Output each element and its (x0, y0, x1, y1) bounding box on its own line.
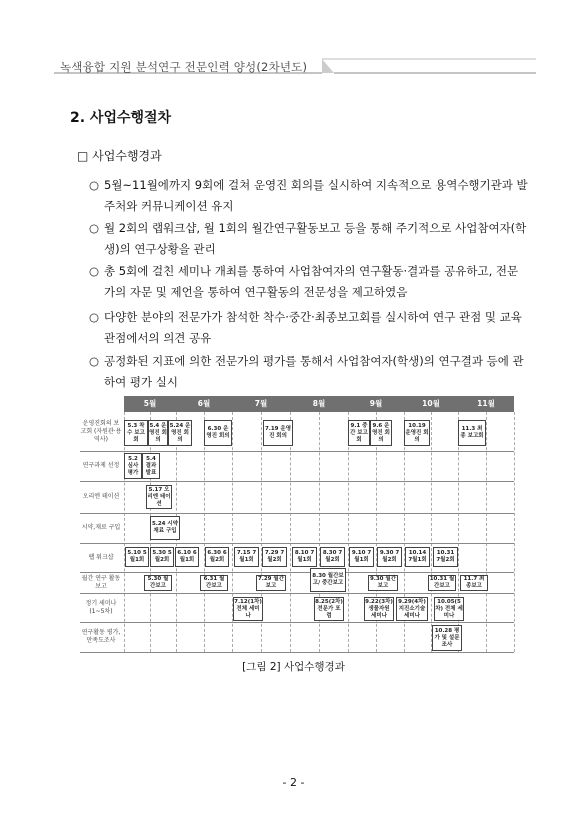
event-box: 10.14 7월1회 (405, 547, 430, 567)
row-label: 운영진회의 보고회 (자원관·용역사) (80, 420, 122, 443)
event-box: 5.4 결과 발표 (142, 453, 160, 479)
event-box: 5.2 심사 평가 (124, 453, 142, 479)
event-box: 8.30 월간보고/ 중간보고 (310, 568, 346, 592)
bullet-text: 공정화된 지표에 의한 전문가의 평가를 통해서 사업참여자(학생)의 연구결과 등에 관하여 평가 실시 (104, 354, 524, 389)
running-header: 녹색융합 지원 분석연구 전문인력 양성(2차년도) (60, 60, 308, 74)
row-label: 정기 세미나 (1~5차) (85, 599, 117, 615)
month-label: 9월 (369, 399, 383, 408)
event-box: 7.19 운영진 회의 (263, 420, 293, 446)
event-box: 9.22(3차) 생물자원 세미나 (364, 597, 394, 621)
circle-bullet-icon: ○ (89, 178, 100, 192)
event-box: 6.30 운영진 회의 (204, 420, 232, 446)
month-label: 5월 (143, 399, 157, 408)
event-box: 6.31 월간보고 (200, 575, 228, 591)
event-box: 8.30 7월2회 (320, 547, 345, 567)
circle-bullet-icon: ○ (89, 264, 100, 278)
subsection-label: 사업수행경과 (92, 149, 162, 163)
section-title: 2. 사업수행절차 (70, 110, 172, 126)
event-box: 10.19 운영진 회의 (404, 420, 430, 446)
event-box: 5.24 시약재료 구입 (150, 516, 180, 540)
row-label: 랩 워크샵 (88, 553, 114, 561)
event-box: 7.29 월간보고 (257, 576, 285, 589)
event-box: 5.24 운영진 회의 (168, 420, 192, 446)
bullet-text: 다양한 분야의 전문가가 참석한 착수·중간·최종보고회를 실시하여 연구 관점 및 교육관점에서의 의견 공유 (104, 310, 522, 345)
bullet-text: 5월~11월에까지 9회에 걸쳐 운영진 회의를 실시하여 지속적으로 용역수행기관과 발주처와 커뮤니케이션 유지 (104, 178, 528, 213)
event-box: 10.31 7월2회 (433, 547, 458, 567)
event-box: 9.30 7월2회 (377, 547, 402, 567)
event-box: 10.31 월간보고 (429, 576, 455, 589)
event-box: 11.3 최종 보고회 (458, 420, 486, 446)
event-box: 9.10 7월1회 (349, 547, 374, 567)
event-box: 7.29 7월2회 (262, 547, 287, 567)
month-label: 6월 (197, 399, 211, 408)
event-box: 5.4 운영진 회의 (148, 420, 168, 446)
checkbox-square-icon: □ (77, 149, 89, 163)
month-label: 11월 (477, 399, 495, 408)
figure-caption: [그림 2] 사업수행경과 (242, 661, 345, 673)
bullet-text: 총 5회에 걸친 세미나 개최를 통하여 사업참여자의 연구활동·결과를 공유하고, 전문가의 자문 및 제언을 통하여 연구활동의 전문성을 제고하였음 (104, 264, 519, 299)
event-box: 9.1 중간 보고회 (348, 420, 370, 446)
event-box: 9.6 운영진 회의 (370, 420, 392, 446)
event-box: 6.30 6월2회 (205, 547, 229, 567)
event-box: 7.12(1차) 전체 세미나 (233, 597, 263, 621)
event-box: 8.10 7월1회 (292, 547, 317, 567)
circle-bullet-icon: ○ (89, 310, 100, 324)
event-box: 11.7 최종보고 (460, 575, 488, 591)
row-label: 오리엔 테이션 (82, 493, 120, 500)
month-label: 7월 (254, 399, 268, 408)
row-label: 연구과제 선정 (82, 462, 120, 469)
event-box: 6.10 6월1회 (175, 547, 199, 567)
event-box: 10.05(5차) 전체 세미나 (434, 597, 464, 621)
circle-bullet-icon: ○ (89, 354, 100, 368)
event-box: 5.30 월간보고 (144, 575, 172, 591)
event-box: 9.29(4차) 지진소기술 세미나 (396, 597, 428, 621)
event-box: 5.30 5월2회 (150, 547, 174, 567)
row-label: 연구활동 평가, 만족도조사 (81, 629, 121, 644)
bullet-text: 월 2회의 랩워크샵, 월 1회의 월간연구활동보고 등을 통해 주기적으로 사업참여자(학생)의 연구상황을 관리 (104, 221, 527, 256)
event-box: 10.28 평가 및 설문조사 (432, 625, 462, 651)
page-number: - 2 - (282, 776, 305, 789)
month-label: 10월 (422, 399, 440, 408)
event-box: 5.17 오리엔 테이션 (146, 485, 172, 509)
row-label: 월간 연구 활동보고 (81, 575, 121, 590)
event-box: 7.15 7월1회 (234, 547, 259, 567)
row-label: 시약,재료 구입 (81, 524, 121, 531)
event-box: 8.25(2차) 전문가 포럼 (314, 597, 344, 621)
circle-bullet-icon: ○ (89, 221, 100, 235)
event-box: 5.3 착수 보고회 (124, 420, 148, 446)
month-label: 8월 (312, 399, 326, 408)
event-box: 5.10 5월1회 (125, 547, 149, 567)
event-box: 9.30 월간보고 (369, 576, 397, 589)
